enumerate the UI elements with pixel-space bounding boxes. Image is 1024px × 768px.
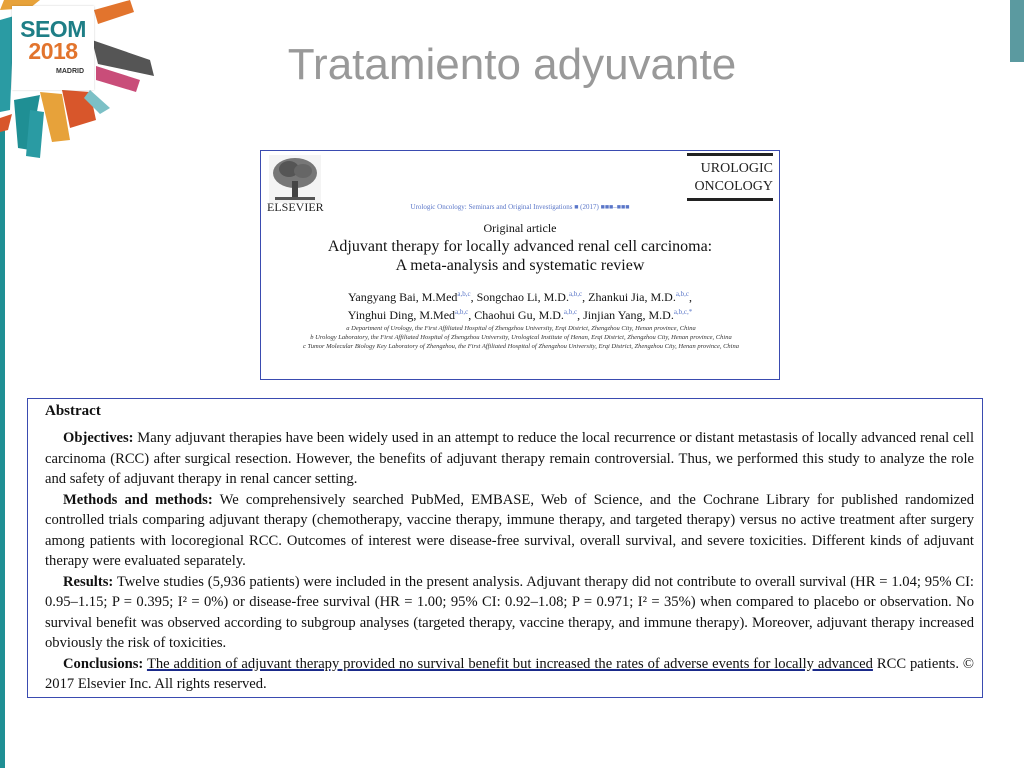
methods-text: We comprehensively searched PubMed, EMBASE, Web of Science, and the Cochrane Library for published randomized controlled trials comparing adjuvant therapy (chemotherapy, vaccine therapy, immune therapy, and targeted therapy) versus no active treatment after surgery among patients with locoregional RCC. Outcomes of interest were disease-free survival, overall survival, and severe toxicities. Different kinds of adjuvant therapy were evaluated separately. [45,491,974,569]
abstract-conclusions [45,654,974,695]
abstract-box [27,398,983,698]
affiliation-list [281,324,761,351]
affiliation-a: a Department of Urology, the First Affiliated Hospital of Zhengzhou University, Erqi District, Zhengzhou City, Henan province, China [346,325,696,332]
logo-seom-text: SEOM [20,16,86,42]
affiliation-c: c Tumor Molecular Biology Key Laboratory of Zhengzhou, the First Affiliated Hospital of Zhengzhou University, Erqi District, Zhengzhou City, Henan province, China [303,343,739,350]
author-name: Songchao Li, M.D. [476,290,569,304]
left-accent-bar [0,120,5,768]
article-title [261,237,779,275]
logo-city-text: MADRID [56,68,84,75]
author-affil-sup: a,b,c [455,308,469,316]
article-header-image [260,150,780,380]
author-list [261,287,779,323]
article-title-line1: Adjuvant therapy for locally advanced renal cell carcinoma: [327,238,713,255]
journal-citation: Urologic Oncology: Seminars and Original Investigations ■ (2017) ■■■–■■■ [410,203,630,211]
author-sep: , [577,308,584,322]
objectives-text: Many adjuvant therapies have been widely used in an attempt to reduce the local recurrence or distant metastasis of locally advanced renal cell carcinoma (RCC) after surgical resection. However, the benefits of adjuvant therapy remain controversial. Thus, we performed this study to analyze the role and safety of adjuvant therapy in renal cancer setting. [45,430,974,487]
conclusions-label: Conclusions: [63,655,144,672]
author-affil-sup: a,b,c,* [673,308,693,316]
logo-year-text: 2018 [28,38,78,64]
journal-rule-bottom [687,198,773,201]
author-sep: , [689,290,693,304]
author-sep: , [582,290,589,304]
author-affil-sup: a,b,c [675,290,690,298]
article-title-line2: A meta-analysis and systematic review [395,257,645,274]
objectives-label: Objectives: [63,430,134,446]
abstract-results [45,572,974,654]
elsevier-tree-icon [269,155,321,203]
author-sep: , [468,308,475,322]
methods-label: Methods and methods: [63,491,213,508]
author-affil-sup: a,b,c [457,290,471,298]
author-affil-sup: a,b,c [563,308,578,316]
journal-name-line2: ONCOLOGY [694,179,773,194]
author-affil-sup: a,b,c [568,290,583,298]
author-name: Chaohui Gu, M.D. [474,308,564,322]
article-type: Original article [483,221,557,235]
publisher-name: ELSEVIER [267,200,324,214]
abstract-methods [45,490,974,572]
conclusions-rest-text: RCC patients. © 2017 Elsevier Inc. All rights reserved. [45,655,974,692]
abstract-objectives [45,428,974,490]
author-name: Zhankui Jia, M.D. [588,290,676,304]
journal-name-line1: UROLOGIC [700,161,773,176]
journal-name [687,156,773,198]
author-name: Jinjian Yang, M.D. [583,308,674,322]
journal-logo [687,153,773,201]
results-text: Twelve studies (5,936 patients) were included in the present analysis. Adjuvant therapy did not contribute to overall survival (HR = 1.04; 95% CI: 0.95–1.15; P = 0.395; I² = 0%) or disease-free survival (HR = 1.00; 95% CI: 0.92–1.08; P = 0.971; I² = 35%) when compared to placebo or observation. No survival benefit was observed according to subgroup analyses (targeted therapy, vaccine therapy, and immune therapy). Moreover, adjuvant therapy increased obviously the risk of toxicities. [45,573,974,651]
results-label: Results: [63,573,114,590]
author-name: Yangyang Bai, M.Med [347,290,458,304]
author-sep: , [470,290,477,304]
slide-title: Tratamiento adyuvante [287,40,737,89]
abstract-heading: Abstract [45,403,101,419]
conclusions-underlined-text: The addition of adjuvant therapy provided no survival benefit but increased the rates of adverse events for locally advanced [146,655,873,672]
author-name: Yinghui Ding, M.Med [347,308,456,322]
affiliation-b: b Urology Laboratory, the First Affiliated Hospital of Zhengzhou University, Urological Institute of Henan, Erqi District, Zhengzhou City, Henan province, China [310,334,732,341]
